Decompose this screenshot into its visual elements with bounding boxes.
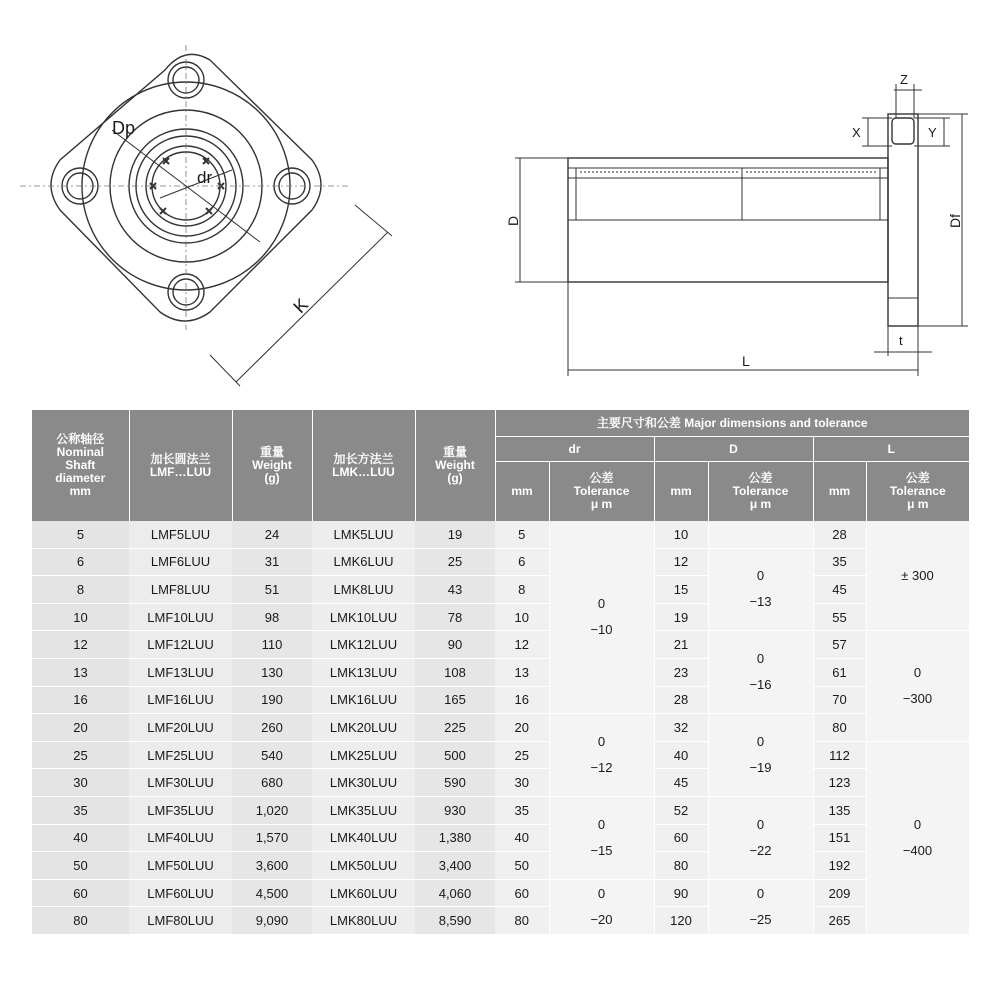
D-mm-cell: 23	[654, 658, 708, 686]
lmk-weight-cell: 590	[415, 769, 495, 797]
tolerance-value: −20	[590, 911, 613, 927]
tol-D-cell	[708, 521, 813, 548]
lmf-weight-cell: 24	[232, 521, 312, 548]
tol-D-cell	[708, 548, 813, 631]
dr-mm-cell: 80	[495, 907, 549, 935]
lmk-weight-cell: 225	[415, 714, 495, 742]
label-y: Y	[928, 125, 937, 140]
dr-mm-cell: 10	[495, 603, 549, 631]
flange-side	[888, 114, 918, 326]
D-mm-cell: 10	[654, 521, 708, 548]
lmk-weight-cell: 165	[415, 686, 495, 714]
tolerance-value: 0	[597, 885, 606, 901]
header-lmk: 加长方法兰 LMK…LUU	[312, 410, 415, 521]
tol-L-cell	[866, 631, 969, 741]
lmk-model-cell: LMK6LUU	[312, 548, 415, 576]
lmk-model-cell: LMK13LUU	[312, 658, 415, 686]
dr-mm-cell: 16	[495, 686, 549, 714]
tolerance-value: ± 300	[901, 567, 934, 583]
header-L-tolerance: 公差 Tolerance μ m	[866, 462, 969, 522]
tolerance-value: −19	[749, 760, 772, 776]
spec-table	[32, 410, 970, 935]
lmf-weight-cell: 260	[232, 714, 312, 742]
L-mm-cell: 28	[813, 521, 866, 548]
table-header	[32, 410, 969, 521]
lmf-weight-cell: 110	[232, 631, 312, 659]
table-row	[32, 879, 969, 907]
lmf-model-cell: LMF80LUU	[129, 907, 232, 935]
tolerance-value: −400	[902, 842, 933, 858]
table-row	[32, 824, 969, 852]
L-mm-cell: 70	[813, 686, 866, 714]
table-row	[32, 603, 969, 631]
tol-D-cell	[708, 796, 813, 879]
shaft-diameter-cell: 6	[32, 548, 129, 576]
header-weight-lmf: 重量 Weight (g)	[232, 410, 312, 521]
D-mm-cell: 80	[654, 852, 708, 880]
label-l: L	[742, 353, 750, 369]
shaft-diameter-cell: 8	[32, 576, 129, 604]
tolerance-value: −10	[590, 622, 613, 638]
dr-mm-cell: 50	[495, 852, 549, 880]
lmf-weight-cell: 540	[232, 741, 312, 769]
tolerance-value: −25	[749, 911, 772, 927]
lmf-weight-cell: 4,500	[232, 879, 312, 907]
tolerance-value: −15	[590, 842, 613, 858]
dr-mm-cell: 40	[495, 824, 549, 852]
shaft-diameter-cell: 10	[32, 603, 129, 631]
header-L: L	[813, 437, 969, 462]
label-dp: Dp	[112, 118, 136, 138]
tolerance-value: 0	[597, 816, 606, 832]
dr-mm-cell: 20	[495, 714, 549, 742]
lmf-model-cell: LMF6LUU	[129, 548, 232, 576]
lmf-model-cell: LMF5LUU	[129, 521, 232, 548]
lmk-model-cell: LMK60LUU	[312, 879, 415, 907]
tolerance-value: −13	[749, 594, 772, 610]
dr-mm-cell: 8	[495, 576, 549, 604]
header-dr-tolerance: 公差 Tolerance μ m	[549, 462, 654, 522]
table-body	[32, 521, 969, 934]
table-row	[32, 576, 969, 604]
header-L-mm: mm	[813, 462, 866, 522]
lmk-model-cell: LMK50LUU	[312, 852, 415, 880]
table-row	[32, 686, 969, 714]
lmk-weight-cell: 43	[415, 576, 495, 604]
D-mm-cell: 90	[654, 879, 708, 907]
lmf-model-cell: LMF60LUU	[129, 879, 232, 907]
lmf-weight-cell: 9,090	[232, 907, 312, 935]
tolerance-value: −16	[749, 677, 772, 693]
tol-dr-cell	[549, 714, 654, 797]
dr-mm-cell: 30	[495, 769, 549, 797]
lmf-weight-cell: 51	[232, 576, 312, 604]
L-mm-cell: 112	[813, 741, 866, 769]
label-dr: dr	[197, 168, 213, 187]
D-mm-cell: 12	[654, 548, 708, 576]
tol-D-cell	[708, 631, 813, 714]
table-row	[32, 769, 969, 797]
D-mm-cell: 21	[654, 631, 708, 659]
lmf-model-cell: LMF20LUU	[129, 714, 232, 742]
lmf-weight-cell: 130	[232, 658, 312, 686]
shaft-diameter-cell: 60	[32, 879, 129, 907]
shaft-diameter-cell: 25	[32, 741, 129, 769]
lmf-weight-cell: 31	[232, 548, 312, 576]
L-mm-cell: 45	[813, 576, 866, 604]
shaft-diameter-cell: 13	[32, 658, 129, 686]
lmf-weight-cell: 190	[232, 686, 312, 714]
lmf-weight-cell: 3,600	[232, 852, 312, 880]
tolerance-value: 0	[756, 816, 765, 832]
D-mm-cell: 15	[654, 576, 708, 604]
tolerance-value: 0	[756, 734, 765, 750]
lmk-weight-cell: 1,380	[415, 824, 495, 852]
L-mm-cell: 265	[813, 907, 866, 935]
header-dr: dr	[495, 437, 654, 462]
table-row	[32, 714, 969, 742]
D-mm-cell: 45	[654, 769, 708, 797]
lmf-model-cell: LMF8LUU	[129, 576, 232, 604]
D-mm-cell: 32	[654, 714, 708, 742]
shaft-diameter-cell: 30	[32, 769, 129, 797]
lmk-model-cell: LMK12LUU	[312, 631, 415, 659]
table-row	[32, 852, 969, 880]
D-mm-cell: 28	[654, 686, 708, 714]
tolerance-value: 0	[597, 734, 606, 750]
tolerance-value: 0	[913, 665, 922, 681]
label-x: X	[852, 125, 861, 140]
table-row	[32, 741, 969, 769]
D-mm-cell: 120	[654, 907, 708, 935]
flange-hole	[892, 118, 914, 144]
D-mm-cell: 60	[654, 824, 708, 852]
tol-D-cell	[708, 879, 813, 934]
shaft-diameter-cell: 5	[32, 521, 129, 548]
dr-mm-cell: 35	[495, 796, 549, 824]
tolerance-value: 0	[756, 885, 765, 901]
table-row	[32, 631, 969, 659]
D-mm-cell: 19	[654, 603, 708, 631]
dr-mm-cell: 25	[495, 741, 549, 769]
tolerance-value: −300	[902, 691, 933, 707]
lmf-model-cell: LMF12LUU	[129, 631, 232, 659]
table-row	[32, 796, 969, 824]
lmk-model-cell: LMK25LUU	[312, 741, 415, 769]
lmf-weight-cell: 680	[232, 769, 312, 797]
table-row	[32, 548, 969, 576]
lmk-model-cell: LMK16LUU	[312, 686, 415, 714]
tol-dr-cell	[549, 521, 654, 714]
tol-L-cell	[866, 741, 969, 934]
header-shaft: 公称轴径 Nominal Shaft diameter mm	[32, 410, 129, 521]
header-major-dimensions: 主要尺寸和公差 Major dimensions and tolerance	[495, 410, 969, 437]
L-mm-cell: 151	[813, 824, 866, 852]
tolerance-value: −22	[749, 842, 772, 858]
lmf-model-cell: LMF25LUU	[129, 741, 232, 769]
lmk-weight-cell: 3,400	[415, 852, 495, 880]
shaft-diameter-cell: 20	[32, 714, 129, 742]
header-dr-mm: mm	[495, 462, 549, 522]
L-mm-cell: 61	[813, 658, 866, 686]
lmf-model-cell: LMF35LUU	[129, 796, 232, 824]
L-mm-cell: 55	[813, 603, 866, 631]
tolerance-value: 0	[756, 651, 765, 667]
label-z: Z	[900, 72, 908, 87]
tol-dr-cell	[549, 796, 654, 879]
shaft-diameter-cell: 40	[32, 824, 129, 852]
dr-mm-cell: 12	[495, 631, 549, 659]
lmf-weight-cell: 98	[232, 603, 312, 631]
shaft-diameter-cell: 35	[32, 796, 129, 824]
lmk-weight-cell: 78	[415, 603, 495, 631]
label-t: t	[899, 333, 903, 348]
lmk-weight-cell: 19	[415, 521, 495, 548]
label-d: D	[505, 215, 521, 226]
lmk-model-cell: LMK20LUU	[312, 714, 415, 742]
label-df: Df	[947, 214, 963, 228]
header-lmf: 加长圆法兰 LMF…LUU	[129, 410, 232, 521]
dr-mm-cell: 6	[495, 548, 549, 576]
D-mm-cell: 40	[654, 741, 708, 769]
lmk-weight-cell: 500	[415, 741, 495, 769]
lmf-model-cell: LMF40LUU	[129, 824, 232, 852]
L-mm-cell: 123	[813, 769, 866, 797]
table-row	[32, 521, 969, 548]
D-mm-cell: 52	[654, 796, 708, 824]
dr-mm-cell: 60	[495, 879, 549, 907]
lmk-model-cell: LMK30LUU	[312, 769, 415, 797]
dr-mm-cell: 13	[495, 658, 549, 686]
lmk-model-cell: LMK10LUU	[312, 603, 415, 631]
label-k: K	[289, 294, 313, 318]
lmf-model-cell: LMF13LUU	[129, 658, 232, 686]
lmf-model-cell: LMF50LUU	[129, 852, 232, 880]
lmk-weight-cell: 25	[415, 548, 495, 576]
shaft-diameter-cell: 16	[32, 686, 129, 714]
lmf-weight-cell: 1,020	[232, 796, 312, 824]
lmk-weight-cell: 4,060	[415, 879, 495, 907]
lmk-model-cell: LMK5LUU	[312, 521, 415, 548]
tolerance-value: −12	[590, 760, 613, 776]
lmk-model-cell: LMK35LUU	[312, 796, 415, 824]
lmf-weight-cell: 1,570	[232, 824, 312, 852]
L-mm-cell: 57	[813, 631, 866, 659]
lmk-weight-cell: 90	[415, 631, 495, 659]
table-row	[32, 907, 969, 935]
lmf-model-cell: LMF30LUU	[129, 769, 232, 797]
L-mm-cell: 35	[813, 548, 866, 576]
lmk-model-cell: LMK8LUU	[312, 576, 415, 604]
tolerance-value: 0	[913, 816, 922, 832]
lmk-model-cell: LMK80LUU	[312, 907, 415, 935]
shaft-diameter-cell: 50	[32, 852, 129, 880]
lmf-model-cell: LMF16LUU	[129, 686, 232, 714]
shaft-diameter-cell: 80	[32, 907, 129, 935]
tol-L-cell	[866, 521, 969, 631]
header-D-mm: mm	[654, 462, 708, 522]
lmk-weight-cell: 930	[415, 796, 495, 824]
shaft-diameter-cell: 12	[32, 631, 129, 659]
L-mm-cell: 209	[813, 879, 866, 907]
tolerance-value: 0	[597, 596, 606, 612]
table-row	[32, 658, 969, 686]
lmk-weight-cell: 108	[415, 658, 495, 686]
bearing-drawing	[0, 0, 1000, 400]
tol-dr-cell	[549, 879, 654, 934]
L-mm-cell: 80	[813, 714, 866, 742]
lmk-model-cell: LMK40LUU	[312, 824, 415, 852]
header-D-tolerance: 公差 Tolerance μ m	[708, 462, 813, 522]
k-dimension-line	[236, 232, 388, 382]
tolerance-value: 0	[756, 568, 765, 584]
dr-mm-cell: 5	[495, 521, 549, 548]
L-mm-cell: 192	[813, 852, 866, 880]
header-D: D	[654, 437, 813, 462]
header-weight-lmk: 重量 Weight (g)	[415, 410, 495, 521]
lmk-weight-cell: 8,590	[415, 907, 495, 935]
L-mm-cell: 135	[813, 796, 866, 824]
lmf-model-cell: LMF10LUU	[129, 603, 232, 631]
tol-D-cell	[708, 714, 813, 797]
